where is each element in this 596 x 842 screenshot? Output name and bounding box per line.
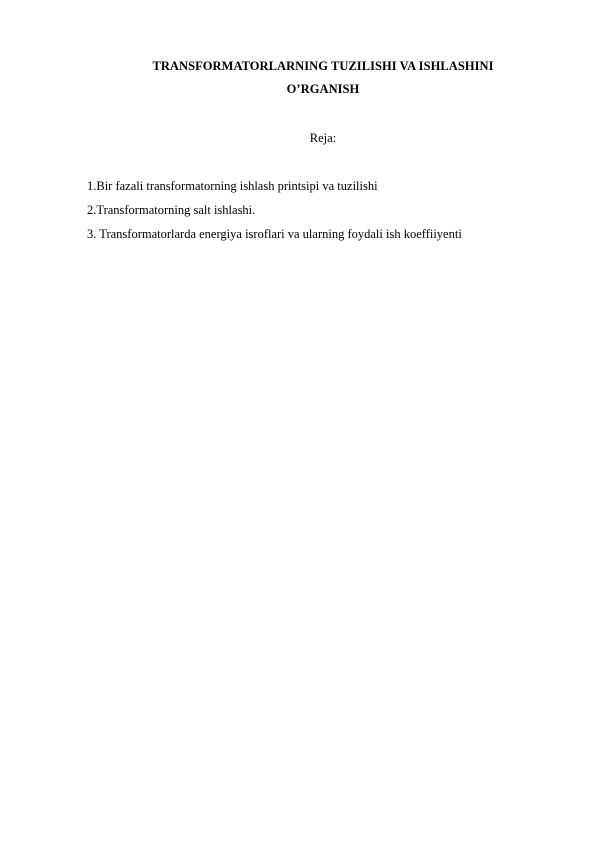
plan-list (87, 178, 462, 250)
plan-item-2: 2.Transformatorning salt ishlashi. (87, 203, 256, 217)
document-title-line-2: O’RGANISH (286, 82, 360, 96)
document-title-line-1: TRANSFORMATORLARNING TUZILISHI VA ISHLASHINI (152, 59, 494, 73)
plan-item-1: 1.Bir fazali transformatorning ishlash printsipi va tuzilishi (87, 179, 378, 193)
plan-item-3: 3. Transformatorlarda energiya isroflari va ularning foydali ish koeffiiyenti (87, 227, 462, 241)
plan-heading: Reja: (309, 131, 337, 145)
